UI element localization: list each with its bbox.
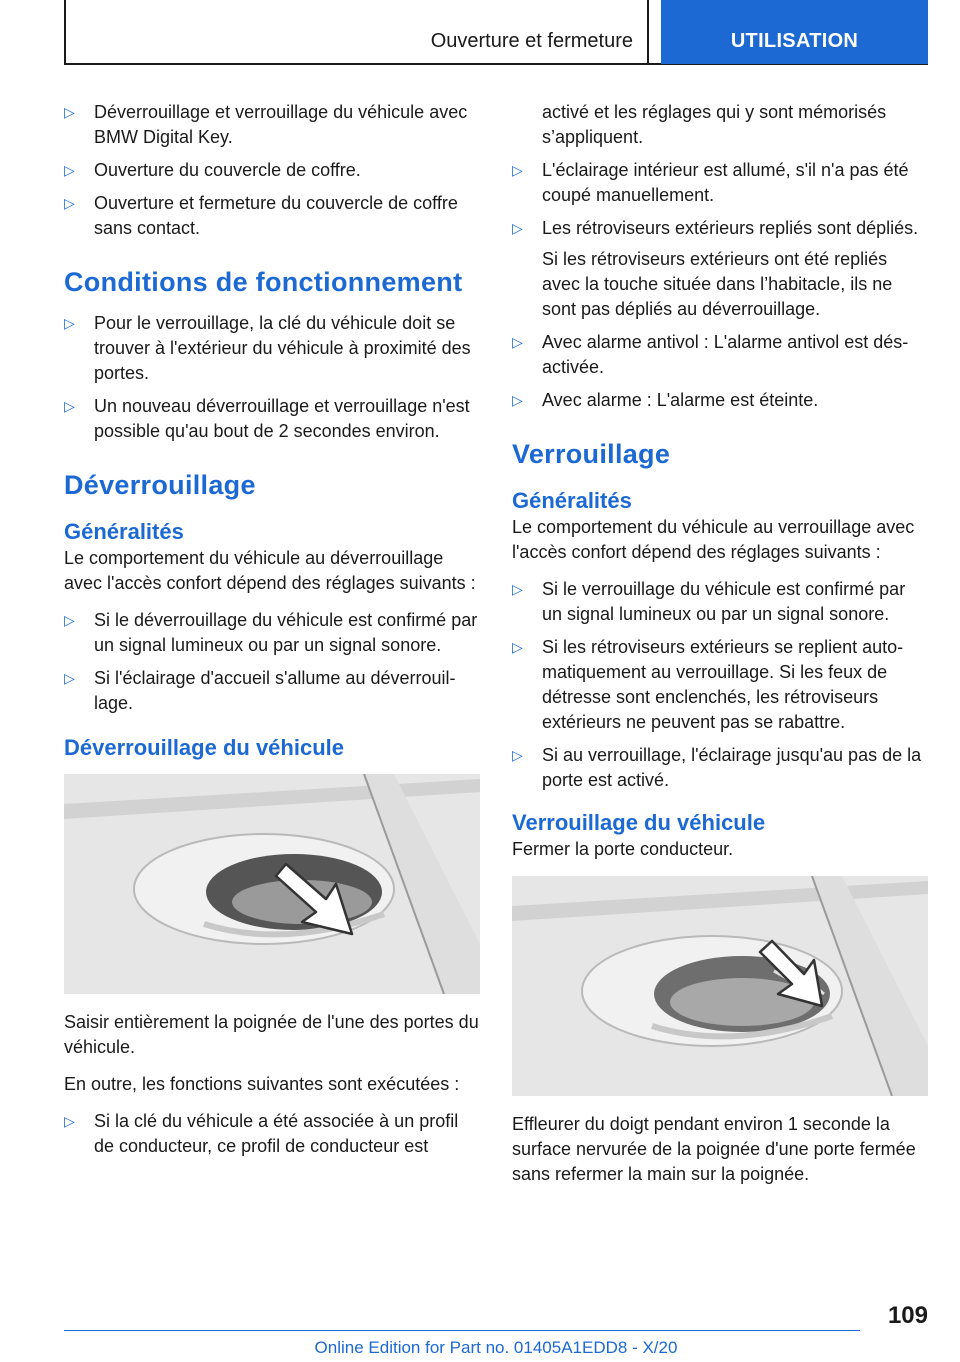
door-handle-lock-illustration — [512, 876, 928, 1096]
list-item: ▷ Si l'éclairage d'accueil s'allume au déverrouillage. — [64, 668, 456, 713]
triangle-bullet-icon: ▷ — [64, 398, 75, 414]
section-tab — [661, 0, 928, 64]
unlock-heading: Déverrouillage — [64, 470, 256, 500]
also-list — [64, 1109, 480, 1159]
list-item: ▷ Déverrouillage et verrouillage du véhicule avec BMW Digital Key. — [64, 102, 468, 147]
door-handle-unlock-illustration — [64, 774, 480, 994]
section-tab-label: UTILISATION — [730, 30, 859, 52]
lock-general-list — [512, 577, 928, 793]
list-item: ▷ Les rétroviseurs extérieurs repliés sont dépliés. Si les rétroviseurs extérieurs ont été repliés avec la touche située dans l’habitacle, ils ne sont pas dépliés au déverrouillage. — [512, 216, 928, 322]
list-item: ▷ Avec alarme : L'alarme est éteinte. — [512, 388, 928, 413]
lock-heading: Verrouillage — [512, 439, 671, 469]
general-list — [64, 608, 480, 716]
list-item: ▷ Un nouveau déverrouillage et verrouillage n'est possible qu'au bout de 2 secondes environ. — [64, 396, 470, 441]
mirrors-note: Si les rétroviseurs extérieurs ont été repliés avec la touche située dans l’habitacle, ils ne sont pas dépliés au déverrouillage. — [542, 249, 893, 319]
triangle-bullet-icon: ▷ — [64, 104, 75, 120]
page-number: 109 — [887, 1302, 928, 1329]
list-item: ▷ Avec alarme antivol : L'alarme antivol est désactivée. — [512, 332, 909, 377]
triangle-bullet-icon: ▷ — [64, 612, 75, 628]
grab-handle-text: Saisir entièrement la poignée de l'une des portes du véhicule. — [64, 1012, 479, 1057]
triangle-bullet-icon: ▷ — [512, 162, 523, 178]
general-heading: Généralités — [64, 519, 184, 544]
triangle-bullet-icon: ▷ — [512, 639, 523, 655]
unlock-vehicle-heading: Déverrouillage du véhicule — [64, 735, 344, 760]
continued-text: activé et les réglages qui y sont mémorisés s’appliquent. — [542, 102, 887, 147]
list-item: ▷ Si le verrouillage du véhicule est confirmé par un signal lumineux ou par un signal sonore. — [512, 579, 906, 624]
intro-list — [64, 100, 480, 241]
list-item: ▷ Ouverture et fermeture du couvercle de coffre sans contact. — [64, 193, 458, 238]
list-item: ▷ Si la clé du véhicule a été associée à un profil de conducteur, ce profil de conducteur est — [64, 1111, 459, 1156]
general-text: Le comportement du véhicule au déverrouillage avec l'accès confort dépend des réglages suivants : — [64, 548, 476, 593]
conditions-heading: Conditions de fonctionnement — [64, 267, 463, 297]
footer-edition: Online Edition for Part no. 01405A1EDD8 - X/20 — [314, 1338, 678, 1357]
triangle-bullet-icon: ▷ — [64, 1113, 75, 1129]
list-item: ▷ Si le déverrouillage du véhicule est confirmé par un signal lumineux ou par un signal sonore. — [64, 610, 478, 655]
triangle-bullet-icon: ▷ — [64, 162, 75, 178]
lock-general-heading: Généralités — [512, 488, 632, 513]
triangle-bullet-icon: ▷ — [512, 334, 523, 350]
triangle-bullet-icon: ▷ — [64, 670, 75, 686]
triangle-bullet-icon: ▷ — [512, 747, 523, 763]
list-item: ▷ Si les rétroviseurs extérieurs se replient automatiquement au verrouillage. Si les feux de détresse sont enclenchés, les rétroviseurs extérieurs ne peuvent pas se rabattre. — [512, 637, 904, 732]
footer-rule — [64, 1330, 860, 1331]
header-chapter-box — [64, 0, 649, 64]
touch-handle-text: Effleurer du doigt pendant environ 1 seconde la surface nervurée de la poignée d'une porte fermée sans refermer la main sur la poignée. — [512, 1114, 916, 1184]
list-item: ▷ Ouverture du couvercle de coffre. — [64, 158, 480, 183]
triangle-bullet-icon: ▷ — [512, 392, 523, 408]
unlock-effects-list — [512, 158, 928, 413]
also-functions-text: En outre, les fonctions suivantes sont exécutées : — [64, 1074, 460, 1094]
list-item: ▷ Si au verrouillage, l'éclairage jusqu'au pas de la porte est activé. — [512, 745, 922, 790]
list-item: ▷ L'éclairage intérieur est allumé, s'il n'a pas été coupé manuellement. — [512, 160, 909, 205]
left-column — [64, 100, 480, 1167]
lock-vehicle-heading: Verrouillage du véhicule — [512, 810, 766, 835]
conditions-list — [64, 311, 480, 444]
triangle-bullet-icon: ▷ — [512, 581, 523, 597]
right-column — [512, 100, 928, 1187]
list-item: ▷ Pour le verrouillage, la clé du véhicule doit se trouver à l'extérieur du véhicule à proximité des portes. — [64, 313, 471, 383]
lock-vehicle-text: Fermer la porte conducteur. — [512, 839, 734, 859]
chapter-title: Ouverture et fermeture — [430, 30, 633, 52]
triangle-bullet-icon: ▷ — [64, 195, 75, 211]
lock-general-text: Le comportement du véhicule au verrouillage avec l'accès confort dépend des réglages suivants : — [512, 517, 915, 562]
triangle-bullet-icon: ▷ — [512, 220, 523, 236]
triangle-bullet-icon: ▷ — [64, 315, 75, 331]
